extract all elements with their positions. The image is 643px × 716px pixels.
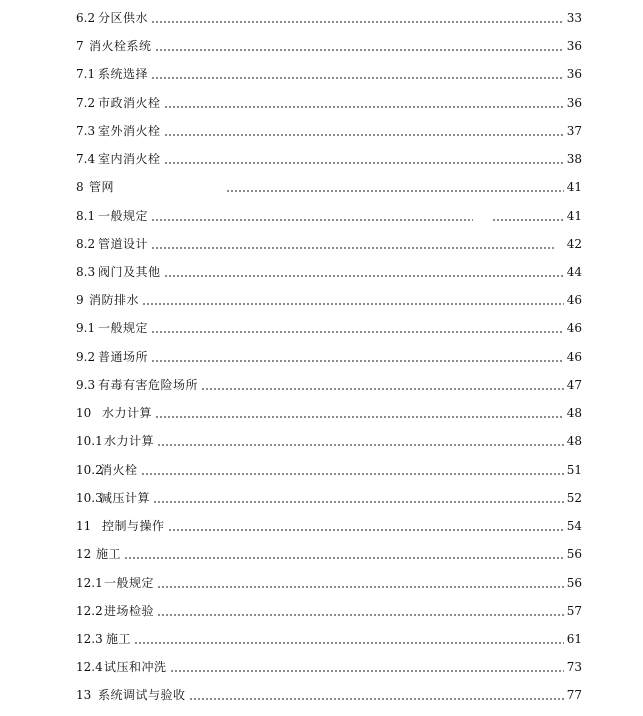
toc-entry-title: 水力计算 [104, 434, 155, 448]
toc-entry-title: 控制与操作 [102, 519, 165, 533]
toc-entry-page: 57 [566, 604, 582, 618]
toc-entry-title: 施工 [106, 632, 132, 646]
toc-entry[interactable] [76, 484, 582, 512]
dot-leader [151, 12, 564, 24]
dot-leader [157, 577, 564, 589]
toc-entry-number: 8.2 [76, 237, 96, 251]
toc-entry[interactable] [76, 258, 582, 286]
toc-entry-title: 一般规定 [104, 576, 155, 590]
toc-entry[interactable] [76, 60, 582, 88]
toc-entry-number: 7.4 [76, 152, 96, 166]
dot-leader [151, 322, 564, 334]
dot-leader [189, 689, 564, 701]
dot-leader [164, 97, 564, 109]
dot-leader [164, 266, 564, 278]
toc-entry[interactable] [76, 653, 582, 681]
toc-entry-title: 分区供水 [98, 11, 149, 25]
toc-entry-number: 13 [76, 688, 92, 702]
toc-entry-number: 10.3 [76, 491, 103, 505]
toc-entry-title: 进场检验 [104, 604, 155, 618]
dot-leader [164, 125, 564, 137]
toc-entry-page: 54 [566, 519, 582, 533]
dot-leader [151, 238, 555, 250]
toc-entry[interactable] [76, 286, 582, 314]
toc-entry-number: 9.3 [76, 378, 96, 392]
toc-entry-page: 52 [566, 491, 582, 505]
toc-entry-page: 47 [566, 378, 582, 392]
toc-entry-page: 56 [566, 576, 582, 590]
toc-entry-number: 8.3 [76, 265, 96, 279]
toc-entry[interactable] [76, 512, 582, 540]
toc-entry[interactable] [76, 399, 582, 427]
dot-leader [155, 407, 564, 419]
toc-entry-title: 消火栓 [100, 463, 138, 477]
toc-entry[interactable] [76, 4, 582, 32]
toc-entry-title: 减压计算 [100, 491, 151, 505]
toc-entry[interactable] [76, 32, 582, 60]
toc-entry[interactable] [76, 625, 582, 653]
toc-entry-title: 施工 [96, 547, 122, 561]
toc-entry-page: 77 [566, 688, 582, 702]
toc-entry-number: 10 [76, 406, 92, 420]
toc-entry-page: 33 [566, 11, 582, 25]
toc-entry-number: 12.4 [76, 660, 103, 674]
toc-entry-number: 9.1 [76, 321, 96, 335]
toc-entry-title: 普通场所 [98, 350, 149, 364]
toc-entry-page: 36 [566, 96, 582, 110]
dot-leader [157, 435, 564, 447]
toc-entry[interactable] [76, 540, 582, 568]
toc-entry[interactable] [76, 343, 582, 371]
toc-entry-title: 试压和冲洗 [104, 660, 167, 674]
dot-leader [124, 548, 564, 560]
toc-entry-page: 46 [566, 350, 582, 364]
toc-entry-number: 7 [76, 39, 84, 53]
toc-entry[interactable] [76, 681, 582, 709]
toc-entry-title: 系统选择 [98, 67, 149, 81]
toc-entry[interactable] [76, 597, 582, 625]
toc-entry-title: 一般规定 [98, 209, 149, 223]
toc-entry[interactable] [76, 427, 582, 455]
toc-entry-page: 41 [566, 180, 582, 194]
toc-entry-number: 12 [76, 547, 92, 561]
toc-entry-page: 73 [566, 660, 582, 674]
toc-entry-page: 38 [566, 152, 582, 166]
dot-leader [151, 210, 473, 222]
toc-entry-number: 8.1 [76, 209, 96, 223]
toc-entry-number: 10.2 [76, 463, 103, 477]
toc-entry-page: 37 [566, 124, 582, 138]
toc-entry[interactable] [76, 456, 582, 484]
toc-entry-page: 51 [566, 463, 582, 477]
dot-leader [492, 210, 564, 222]
dot-leader [141, 464, 564, 476]
toc-entry[interactable] [76, 117, 582, 145]
toc-entry-title: 水力计算 [102, 406, 153, 420]
toc-entry-number: 12.1 [76, 576, 103, 590]
dot-leader [168, 520, 564, 532]
toc-entry-number: 9 [76, 293, 84, 307]
dot-leader [151, 68, 564, 80]
toc-entry-number: 8 [76, 180, 84, 194]
toc-entry-page: 48 [566, 406, 582, 420]
toc-entry-title: 消防排水 [89, 293, 140, 307]
toc-entry-page: 41 [566, 209, 582, 223]
toc-entry[interactable] [76, 173, 582, 201]
toc-entry-page: 46 [566, 293, 582, 307]
toc-entry-title: 管网 [89, 180, 115, 194]
toc-entry-title: 室内消火栓 [98, 152, 161, 166]
toc-entry[interactable] [76, 314, 582, 342]
toc-entry-number: 12.2 [76, 604, 103, 618]
toc-entry-number: 6.2 [76, 11, 96, 25]
toc-entry-number: 10.1 [76, 434, 103, 448]
toc-entry-page: 44 [566, 265, 582, 279]
dot-leader [170, 661, 564, 673]
dot-leader [226, 181, 564, 193]
toc-entry-title: 市政消火栓 [98, 96, 161, 110]
toc-entry-title: 室外消火栓 [98, 124, 161, 138]
toc-entry[interactable] [76, 202, 582, 230]
toc-entry-page: 36 [566, 39, 582, 53]
toc-entry-title: 管道设计 [98, 237, 149, 251]
toc-entry[interactable] [76, 230, 582, 258]
toc-entry[interactable] [76, 371, 582, 399]
toc-entry-page: 61 [566, 632, 582, 646]
toc-entry-page: 56 [566, 547, 582, 561]
toc-entry-number: 7.2 [76, 96, 96, 110]
toc-entry-title: 消火栓系统 [89, 39, 152, 53]
toc-entry-page: 36 [566, 67, 582, 81]
toc-entry-number: 9.2 [76, 350, 96, 364]
toc-entry-number: 7.3 [76, 124, 96, 138]
dot-leader [201, 379, 564, 391]
toc-entry-number: 11 [76, 519, 92, 533]
toc-entry-title: 系统调试与验收 [98, 688, 186, 702]
dot-leader [164, 153, 564, 165]
dot-leader [151, 351, 564, 363]
dot-leader [157, 605, 564, 617]
toc-entry-page: 46 [566, 321, 582, 335]
dot-leader [134, 633, 564, 645]
toc-entry-title: 一般规定 [98, 321, 149, 335]
toc-entry-title: 有毒有害危险场所 [98, 378, 199, 392]
dot-leader [155, 40, 564, 52]
toc-entry[interactable] [76, 145, 582, 173]
toc-entry-page: 42 [566, 237, 582, 251]
toc-entry[interactable] [76, 89, 582, 117]
toc-entry[interactable] [76, 569, 582, 597]
dot-leader [153, 492, 564, 504]
toc-entry-number: 12.3 [76, 632, 103, 646]
dot-leader [142, 294, 564, 306]
toc-entry-page: 48 [566, 434, 582, 448]
toc-entry-number: 7.1 [76, 67, 96, 81]
toc-entry-title: 阀门及其他 [98, 265, 161, 279]
